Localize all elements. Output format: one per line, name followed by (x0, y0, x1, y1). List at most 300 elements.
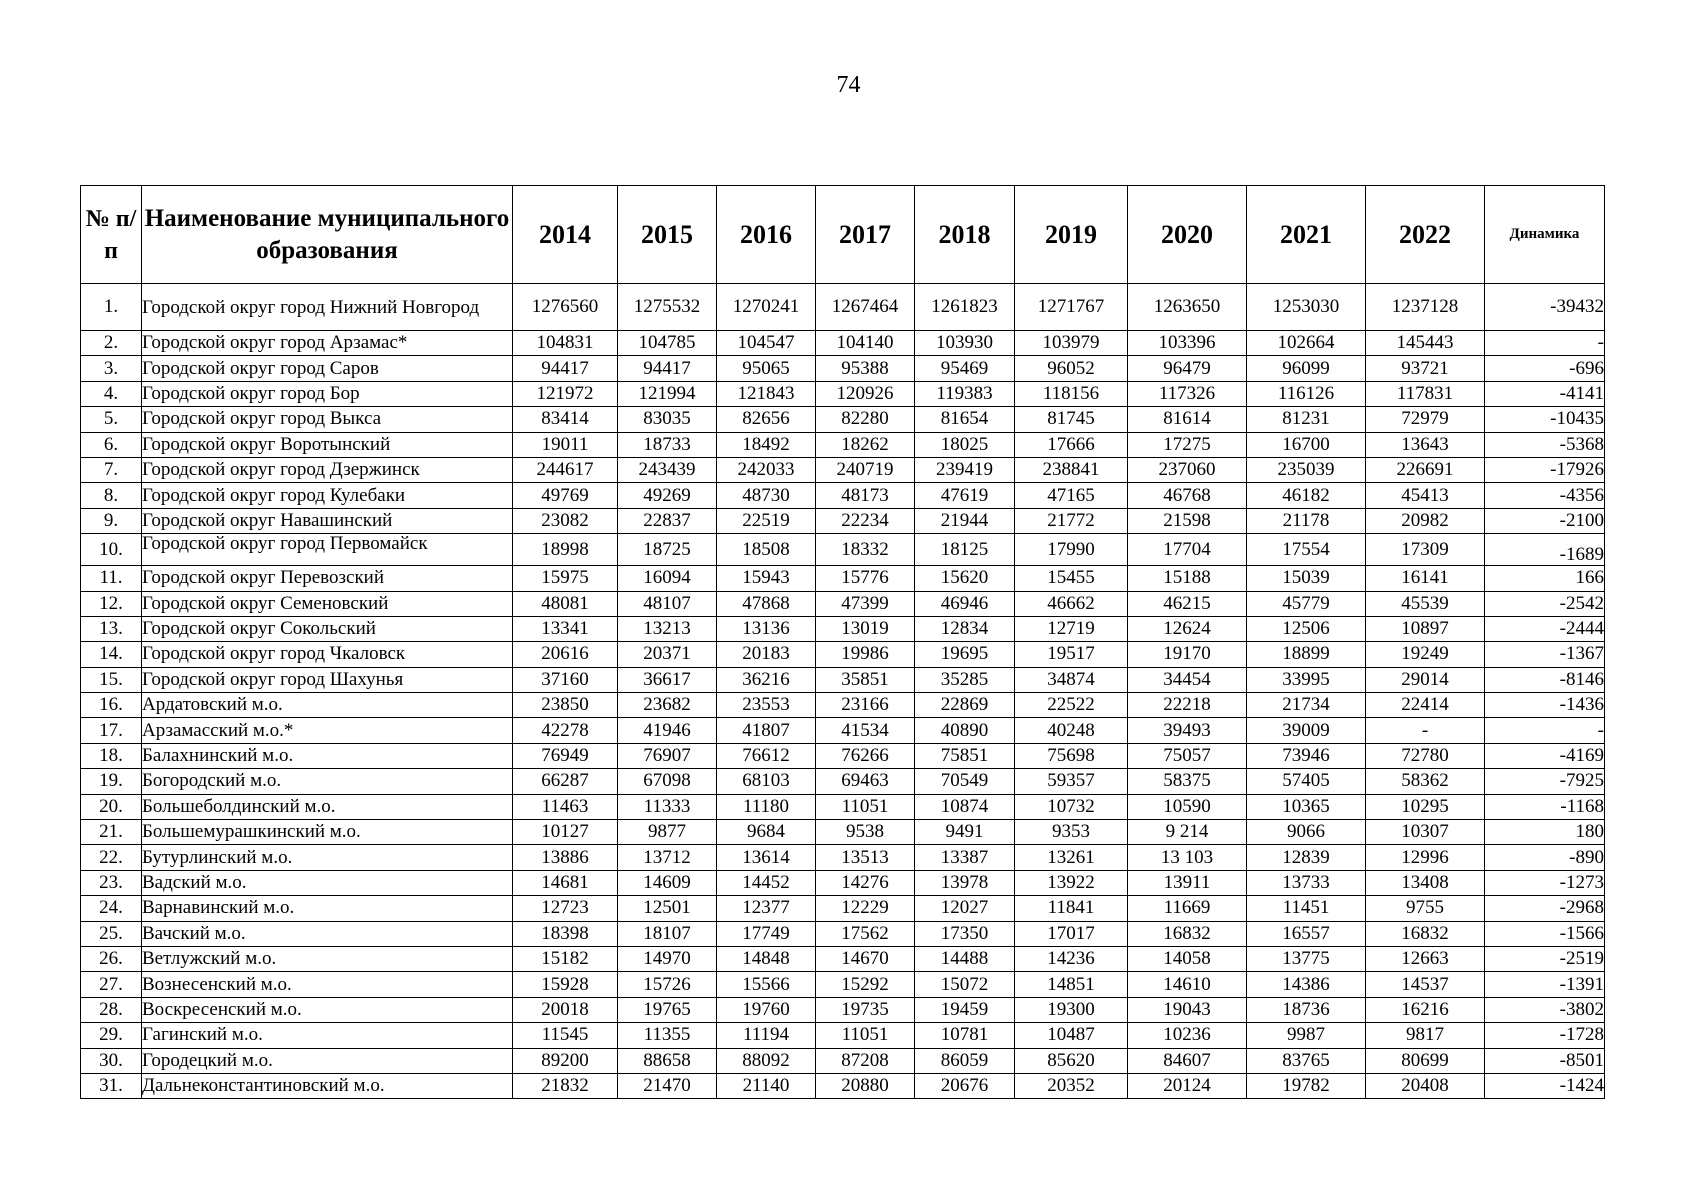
table-row (81, 331, 1605, 356)
population-value-cell: 48081 (513, 591, 618, 616)
population-value-cell: 17350 (915, 921, 1015, 946)
municipality-name-cell: Городской округ город Выкса (142, 407, 513, 432)
population-value-cell: 68103 (717, 769, 816, 794)
population-value-cell: 76612 (717, 743, 816, 768)
population-value-cell: 1270241 (717, 284, 816, 331)
population-value-cell: 104831 (513, 331, 618, 356)
table-row (81, 508, 1605, 533)
population-value-cell: 10874 (915, 794, 1015, 819)
population-value-cell: 22519 (717, 508, 816, 533)
population-value-cell: 14670 (816, 946, 915, 971)
row-number-cell: 2. (81, 331, 142, 356)
population-value-cell: 34874 (1015, 667, 1128, 692)
header-year: 2018 (915, 186, 1015, 284)
population-value-cell: 86059 (915, 1048, 1015, 1073)
population-value-cell: 11051 (816, 794, 915, 819)
table-row (81, 845, 1605, 870)
population-value-cell: 13712 (618, 845, 717, 870)
municipality-name-cell: Городской округ город Дзержинск (142, 457, 513, 482)
dynamics-cell: -890 (1485, 845, 1605, 870)
row-number-cell: 26. (81, 946, 142, 971)
row-number-cell: 17. (81, 718, 142, 743)
population-value-cell: 18332 (816, 534, 915, 566)
dynamics-cell: -4141 (1485, 381, 1605, 406)
population-value-cell: 1271767 (1015, 284, 1128, 331)
row-number-cell: 7. (81, 457, 142, 482)
table-row (81, 743, 1605, 768)
municipality-name-cell: Дальнеконстантиновский м.о. (142, 1073, 513, 1098)
population-value-cell: 20352 (1015, 1073, 1128, 1098)
population-value-cell: 15928 (513, 972, 618, 997)
population-value-cell: 22522 (1015, 693, 1128, 718)
population-value-cell: 11180 (717, 794, 816, 819)
population-value-cell: 19249 (1366, 642, 1485, 667)
dynamics-cell: -5368 (1485, 432, 1605, 457)
dynamics-cell: -2444 (1485, 616, 1605, 641)
dynamics-cell: -39432 (1485, 284, 1605, 331)
population-value-cell: 244617 (513, 457, 618, 482)
population-value-cell: 75698 (1015, 743, 1128, 768)
population-value-cell: 19735 (816, 997, 915, 1022)
population-value-cell: 46946 (915, 591, 1015, 616)
table-row (81, 381, 1605, 406)
population-value-cell: 46182 (1247, 483, 1366, 508)
population-value-cell: 12719 (1015, 616, 1128, 641)
dynamics-cell: -2519 (1485, 946, 1605, 971)
population-value-cell: 9877 (618, 820, 717, 845)
dynamics-cell: -1391 (1485, 972, 1605, 997)
row-number-cell: 25. (81, 921, 142, 946)
row-number-cell: 3. (81, 356, 142, 381)
population-value-cell: 93721 (1366, 356, 1485, 381)
table-row (81, 616, 1605, 641)
population-value-cell: 13261 (1015, 845, 1128, 870)
population-value-cell: 22869 (915, 693, 1015, 718)
population-value-cell: 14851 (1015, 972, 1128, 997)
population-value-cell: 20880 (816, 1073, 915, 1098)
population-value-cell: 121994 (618, 381, 717, 406)
population-value-cell: 69463 (816, 769, 915, 794)
dynamics-cell: -1566 (1485, 921, 1605, 946)
row-number-cell: 31. (81, 1073, 142, 1098)
dynamics-cell: -1367 (1485, 642, 1605, 667)
population-value-cell: 15188 (1128, 566, 1247, 591)
population-value-cell: 19782 (1247, 1073, 1366, 1098)
population-value-cell: 13341 (513, 616, 618, 641)
population-value-cell: 72979 (1366, 407, 1485, 432)
table-row (81, 667, 1605, 692)
population-value-cell: 12996 (1366, 845, 1485, 870)
municipality-name-cell: Вачский м.о. (142, 921, 513, 946)
population-value-cell: 18733 (618, 432, 717, 457)
population-value-cell: 41534 (816, 718, 915, 743)
population-value-cell: 15292 (816, 972, 915, 997)
population-value-cell: 104785 (618, 331, 717, 356)
table-row (81, 870, 1605, 895)
table-row (81, 946, 1605, 971)
row-number-cell: 28. (81, 997, 142, 1022)
municipality-name-cell: Воскресенский м.о. (142, 997, 513, 1022)
table-row (81, 1023, 1605, 1048)
population-value-cell: 10365 (1247, 794, 1366, 819)
population-value-cell: 13614 (717, 845, 816, 870)
population-value-cell: 104140 (816, 331, 915, 356)
dynamics-cell: 166 (1485, 566, 1605, 591)
table-row (81, 566, 1605, 591)
population-value-cell: 1253030 (1247, 284, 1366, 331)
population-value-cell: 12027 (915, 896, 1015, 921)
population-value-cell: 1263650 (1128, 284, 1247, 331)
population-value-cell: 89200 (513, 1048, 618, 1073)
population-value-cell: 48107 (618, 591, 717, 616)
municipality-name-cell: Богородский м.о. (142, 769, 513, 794)
population-value-cell: 235039 (1247, 457, 1366, 482)
municipality-name-cell: Большемурашкинский м.о. (142, 820, 513, 845)
municipality-name-cell: Городской округ Воротынский (142, 432, 513, 457)
population-value-cell: 16141 (1366, 566, 1485, 591)
population-value-cell: 18025 (915, 432, 1015, 457)
row-number-cell: 29. (81, 1023, 142, 1048)
population-value-cell: 16094 (618, 566, 717, 591)
population-value-cell: 20616 (513, 642, 618, 667)
population-value-cell: 46768 (1128, 483, 1247, 508)
dynamics-cell: -8501 (1485, 1048, 1605, 1073)
population-value-cell: 19300 (1015, 997, 1128, 1022)
population-value-cell: 118156 (1015, 381, 1128, 406)
population-value-cell: 17554 (1247, 534, 1366, 566)
header-number: № п/ п (81, 186, 142, 284)
dynamics-cell: - (1485, 718, 1605, 743)
population-value-cell: 13978 (915, 870, 1015, 895)
population-value-cell: 103930 (915, 331, 1015, 356)
population-value-cell: 17749 (717, 921, 816, 946)
municipality-name-cell: Балахнинский м.о. (142, 743, 513, 768)
municipality-name-cell: Городской округ город Первомайск (142, 534, 513, 566)
dynamics-cell: -2100 (1485, 508, 1605, 533)
population-value-cell: 9538 (816, 820, 915, 845)
population-value-cell: 21832 (513, 1073, 618, 1098)
population-value-cell: 95469 (915, 356, 1015, 381)
population-value-cell: 57405 (1247, 769, 1366, 794)
population-value-cell: 9987 (1247, 1023, 1366, 1048)
population-value-cell: 13911 (1128, 870, 1247, 895)
population-value-cell: 10732 (1015, 794, 1128, 819)
population-value-cell: 21944 (915, 508, 1015, 533)
population-value-cell: 81745 (1015, 407, 1128, 432)
table-row (81, 718, 1605, 743)
header-row (81, 186, 1605, 284)
population-value-cell: 13 103 (1128, 845, 1247, 870)
population-value-cell: 21772 (1015, 508, 1128, 533)
table-row (81, 284, 1605, 331)
population-value-cell: 13733 (1247, 870, 1366, 895)
population-value-cell: 117326 (1128, 381, 1247, 406)
population-value-cell: 1237128 (1366, 284, 1485, 331)
population-value-cell: 10307 (1366, 820, 1485, 845)
population-value-cell: 116126 (1247, 381, 1366, 406)
population-value-cell: 14276 (816, 870, 915, 895)
table-body (81, 284, 1605, 1099)
population-value-cell: 45539 (1366, 591, 1485, 616)
population-value-cell: 12501 (618, 896, 717, 921)
population-value-cell: 94417 (513, 356, 618, 381)
dynamics-cell: -2968 (1485, 896, 1605, 921)
header-year: 2020 (1128, 186, 1247, 284)
table-row (81, 769, 1605, 794)
dynamics-cell: -1689 (1485, 534, 1605, 566)
population-value-cell: 83414 (513, 407, 618, 432)
population-value-cell: 11451 (1247, 896, 1366, 921)
table-row (81, 642, 1605, 667)
table-row (81, 1048, 1605, 1073)
header-year: 2017 (816, 186, 915, 284)
population-value-cell: 96099 (1247, 356, 1366, 381)
table-row (81, 407, 1605, 432)
dynamics-cell: 180 (1485, 820, 1605, 845)
population-value-cell: 23082 (513, 508, 618, 533)
population-value-cell: 17017 (1015, 921, 1128, 946)
row-number-cell: 21. (81, 820, 142, 845)
table-row (81, 794, 1605, 819)
population-value-cell: 10781 (915, 1023, 1015, 1048)
table-row (81, 457, 1605, 482)
population-value-cell: 81614 (1128, 407, 1247, 432)
population-value-cell: 15726 (618, 972, 717, 997)
population-value-cell: 39009 (1247, 718, 1366, 743)
population-value-cell: 39493 (1128, 718, 1247, 743)
municipality-name-cell: Гагинский м.о. (142, 1023, 513, 1048)
row-number-cell: 11. (81, 566, 142, 591)
population-value-cell: 33995 (1247, 667, 1366, 692)
row-number-cell: 5. (81, 407, 142, 432)
row-number-cell: 18. (81, 743, 142, 768)
population-value-cell: 12834 (915, 616, 1015, 641)
row-number-cell: 4. (81, 381, 142, 406)
population-value-cell: 9 214 (1128, 820, 1247, 845)
population-value-cell: 18899 (1247, 642, 1366, 667)
municipality-name-cell: Городской округ Навашинский (142, 508, 513, 533)
population-value-cell: 47868 (717, 591, 816, 616)
population-value-cell: 20018 (513, 997, 618, 1022)
population-value-cell: 35285 (915, 667, 1015, 692)
dynamics-cell: -7925 (1485, 769, 1605, 794)
population-value-cell: 20124 (1128, 1073, 1247, 1098)
population-value-cell: 15975 (513, 566, 618, 591)
population-value-cell: 19986 (816, 642, 915, 667)
municipality-name-cell: Городской округ город Бор (142, 381, 513, 406)
population-value-cell: 1261823 (915, 284, 1015, 331)
municipality-name-cell: Городской округ город Кулебаки (142, 483, 513, 508)
population-value-cell: 11333 (618, 794, 717, 819)
population-value-cell: 10897 (1366, 616, 1485, 641)
population-value-cell: 58362 (1366, 769, 1485, 794)
population-value-cell: 15182 (513, 946, 618, 971)
table-row (81, 483, 1605, 508)
population-value-cell: 10295 (1366, 794, 1485, 819)
population-value-cell: 18107 (618, 921, 717, 946)
population-value-cell: 17704 (1128, 534, 1247, 566)
population-value-cell: 16557 (1247, 921, 1366, 946)
municipality-name-cell: Вадский м.о. (142, 870, 513, 895)
dynamics-cell: -1436 (1485, 693, 1605, 718)
population-value-cell: 29014 (1366, 667, 1485, 692)
table-row (81, 896, 1605, 921)
population-value-cell: 67098 (618, 769, 717, 794)
row-number-cell: 1. (81, 284, 142, 331)
header-year: 2014 (513, 186, 618, 284)
dynamics-cell: -696 (1485, 356, 1605, 381)
population-value-cell: 14386 (1247, 972, 1366, 997)
population-value-cell: 88092 (717, 1048, 816, 1073)
population-value-cell: 11841 (1015, 896, 1128, 921)
population-value-cell: 226691 (1366, 457, 1485, 482)
dynamics-cell: -1728 (1485, 1023, 1605, 1048)
population-value-cell: 82280 (816, 407, 915, 432)
population-value-cell: 11669 (1128, 896, 1247, 921)
population-value-cell: 13387 (915, 845, 1015, 870)
population-value-cell: 15943 (717, 566, 816, 591)
population-value-cell: 13408 (1366, 870, 1485, 895)
population-value-cell: 85620 (1015, 1048, 1128, 1073)
population-value-cell: 10487 (1015, 1023, 1128, 1048)
population-value-cell: 41807 (717, 718, 816, 743)
header-year: 2021 (1247, 186, 1366, 284)
population-value-cell: 20982 (1366, 508, 1485, 533)
population-value-cell: 88658 (618, 1048, 717, 1073)
row-number-cell: 22. (81, 845, 142, 870)
population-value-cell: 103979 (1015, 331, 1128, 356)
population-value-cell: 18492 (717, 432, 816, 457)
population-value-cell: 145443 (1366, 331, 1485, 356)
population-value-cell: 117831 (1366, 381, 1485, 406)
population-value-cell: 47399 (816, 591, 915, 616)
population-value-cell: 15039 (1247, 566, 1366, 591)
population-value-cell: 59357 (1015, 769, 1128, 794)
population-value-cell: 14970 (618, 946, 717, 971)
population-value-cell: 41946 (618, 718, 717, 743)
population-value-cell: 103396 (1128, 331, 1247, 356)
population-value-cell: 36617 (618, 667, 717, 692)
population-value-cell: 12377 (717, 896, 816, 921)
population-value-cell: 45779 (1247, 591, 1366, 616)
population-value-cell: 21734 (1247, 693, 1366, 718)
population-value-cell: 242033 (717, 457, 816, 482)
population-value-cell: 42278 (513, 718, 618, 743)
population-value-cell: 120926 (816, 381, 915, 406)
population-value-cell: 17275 (1128, 432, 1247, 457)
population-value-cell: 1276560 (513, 284, 618, 331)
population-value-cell: 1275532 (618, 284, 717, 331)
population-value-cell: 13136 (717, 616, 816, 641)
population-value-cell: 19043 (1128, 997, 1247, 1022)
population-value-cell: 76949 (513, 743, 618, 768)
municipality-name-cell: Городской округ Перевозский (142, 566, 513, 591)
population-value-cell: 12624 (1128, 616, 1247, 641)
population-value-cell: 16700 (1247, 432, 1366, 457)
population-value-cell: 49269 (618, 483, 717, 508)
population-value-cell: 12839 (1247, 845, 1366, 870)
population-value-cell: 75057 (1128, 743, 1247, 768)
municipality-name-cell: Городской округ город Шахунья (142, 667, 513, 692)
population-value-cell: 121843 (717, 381, 816, 406)
population-value-cell: 66287 (513, 769, 618, 794)
population-value-cell: 40248 (1015, 718, 1128, 743)
population-table (80, 185, 1605, 1099)
population-value-cell: 13922 (1015, 870, 1128, 895)
header-dynamics: Динамика (1485, 186, 1605, 284)
population-value-cell: 83765 (1247, 1048, 1366, 1073)
row-number-cell: 23. (81, 870, 142, 895)
population-value-cell: 17562 (816, 921, 915, 946)
population-value-cell: 16832 (1128, 921, 1247, 946)
population-value-cell: 18262 (816, 432, 915, 457)
population-value-cell: 14236 (1015, 946, 1128, 971)
population-value-cell: 9817 (1366, 1023, 1485, 1048)
population-value-cell: 20676 (915, 1073, 1015, 1098)
population-value-cell: 21178 (1247, 508, 1366, 533)
table-row (81, 693, 1605, 718)
population-value-cell: 45413 (1366, 483, 1485, 508)
population-value-cell: 238841 (1015, 457, 1128, 482)
population-value-cell: 239419 (915, 457, 1015, 482)
population-value-cell: 17990 (1015, 534, 1128, 566)
population-value-cell: 18998 (513, 534, 618, 566)
population-value-cell: 49769 (513, 483, 618, 508)
population-value-cell: 14609 (618, 870, 717, 895)
population-value-cell: 11194 (717, 1023, 816, 1048)
table-row (81, 591, 1605, 616)
population-value-cell: 10127 (513, 820, 618, 845)
population-value-cell: 13886 (513, 845, 618, 870)
population-value-cell: 96052 (1015, 356, 1128, 381)
population-value-cell: 58375 (1128, 769, 1247, 794)
population-value-cell: 17666 (1015, 432, 1128, 457)
table-row (81, 534, 1605, 566)
population-value-cell: 21598 (1128, 508, 1247, 533)
population-value-cell: 36216 (717, 667, 816, 692)
page-number: 74 (836, 72, 861, 98)
dynamics-cell: -17926 (1485, 457, 1605, 482)
population-value-cell: 13775 (1247, 946, 1366, 971)
header-name: Наименование муниципального образования (142, 186, 513, 284)
population-value-cell: 22414 (1366, 693, 1485, 718)
population-value-cell: 47165 (1015, 483, 1128, 508)
row-number-cell: 24. (81, 896, 142, 921)
municipality-name-cell: Городской округ Сокольский (142, 616, 513, 641)
population-value-cell: 15776 (816, 566, 915, 591)
municipality-name-cell: Городской округ город Чкаловск (142, 642, 513, 667)
dynamics-cell: -1273 (1485, 870, 1605, 895)
municipality-name-cell: Арзамасский м.о.* (142, 718, 513, 743)
population-value-cell: 9491 (915, 820, 1015, 845)
population-value-cell: 19517 (1015, 642, 1128, 667)
population-value-cell: 23682 (618, 693, 717, 718)
population-value-cell: 35851 (816, 667, 915, 692)
population-value-cell: 9684 (717, 820, 816, 845)
dynamics-cell: -2542 (1485, 591, 1605, 616)
population-value-cell: 20371 (618, 642, 717, 667)
population-value-cell: 19170 (1128, 642, 1247, 667)
population-value-cell: 14488 (915, 946, 1015, 971)
row-number-cell: 13. (81, 616, 142, 641)
population-value-cell: - (1366, 718, 1485, 743)
dynamics-cell: -4356 (1485, 483, 1605, 508)
population-value-cell: 12229 (816, 896, 915, 921)
population-value-cell: 243439 (618, 457, 717, 482)
population-value-cell: 16832 (1366, 921, 1485, 946)
population-value-cell: 11545 (513, 1023, 618, 1048)
population-value-cell: 20408 (1366, 1073, 1485, 1098)
